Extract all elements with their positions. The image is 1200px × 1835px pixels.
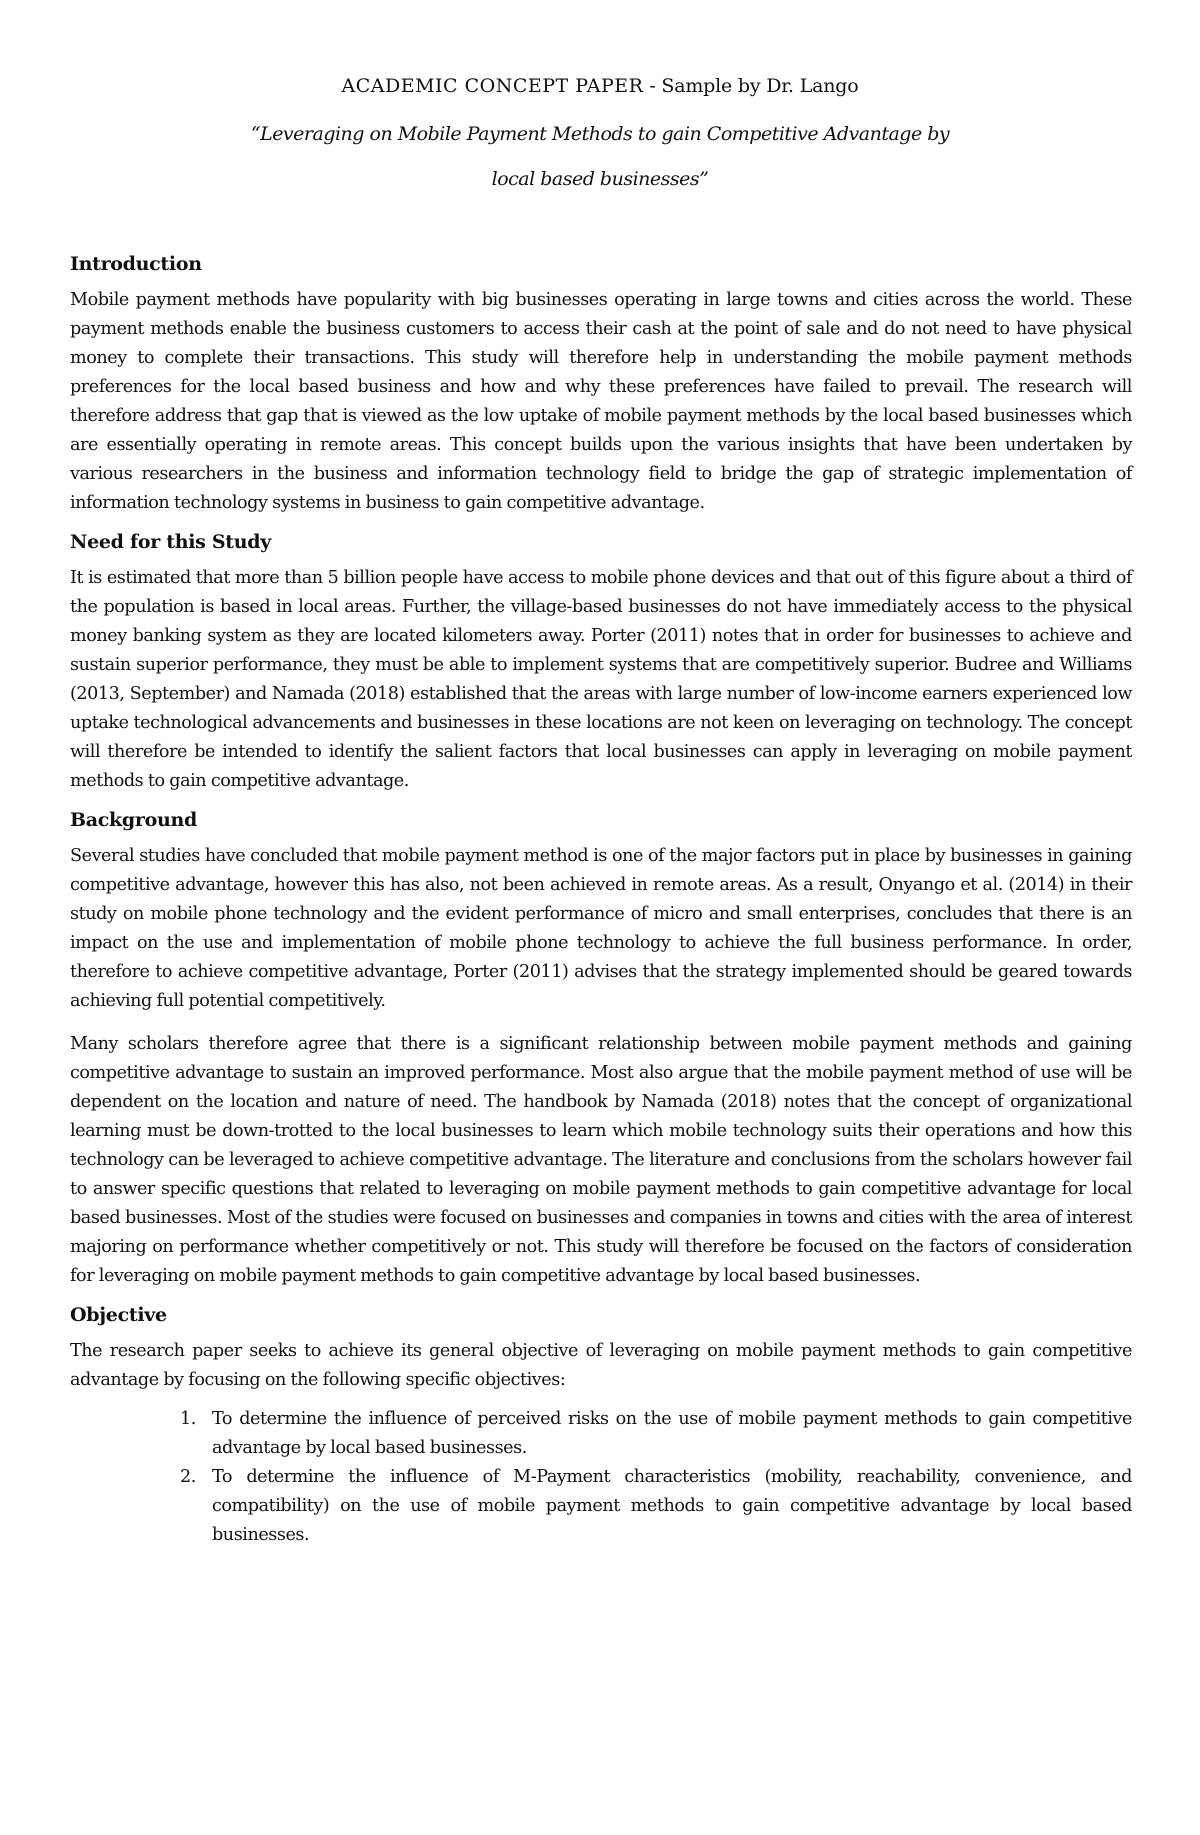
list-item-number: 1.	[180, 1409, 196, 1429]
title-suffix: - Sample by Dr. Lango	[643, 75, 859, 97]
list-item-text: To determine the influence of M-Payment characteristics (mobility, reachability, convenience, and compatibility) on the use of mobile payment methods to gain competitive advantage by local based businesses.	[212, 1467, 1132, 1545]
list-item-number: 2.	[180, 1467, 196, 1487]
document-title	[70, 74, 1130, 98]
list-item	[180, 1405, 1132, 1463]
list-item	[180, 1463, 1132, 1550]
list-item-text: To determine the influence of perceived risks on the use of mobile payment methods to gain competitive advantage by local based businesses.	[212, 1409, 1132, 1458]
paragraph-background-2: Many scholars therefore agree that there is a significant relationship between mobile payment methods and gaining competitive advantage to sustain an improved performance. Most also argue that the mobile payment method of use will be dependent on the location and nature of need. The handbook by Namada (2018) notes that the concept of organizational learning must be down-trotted to the local businesses to learn which mobile technology suits their operations and how this technology can be leveraged to achieve competitive advantage. The literature and conclusions from the scholars however fail to answer specific questions that related to leveraging on mobile payment methods to gain competitive advantage for local based businesses. Most of the studies were focused on businesses and companies in towns and cities with the area of interest majoring on performance whether competitively or not. This study will therefore be focused on the factors of consideration for leveraging on mobile payment methods to gain competitive advantage by local based businesses.	[70, 1034, 1132, 1286]
paragraph-background-1: Several studies have concluded that mobile payment method is one of the major factors put in place by businesses in gaining competitive advantage, however this has also, not been achieved in remote areas. As a result, Onyango et al. (2014) in their study on mobile phone technology and the evident performance of micro and small enterprises, concludes that there is an impact on the use and implementation of mobile phone technology to achieve the full business performance. In order, therefore to achieve competitive advantage, Porter (2011) advises that the strategy implemented should be geared towards achieving full potential competitively.	[70, 846, 1132, 1011]
title-main: ACADEMIC CONCEPT PAPER	[341, 75, 644, 97]
document-subtitle: “Leveraging on Mobile Payment Methods to gain Competitive Advantage by local based businesses”	[250, 123, 950, 190]
paragraph-objective: The research paper seeks to achieve its general objective of leveraging on mobile payment methods to gain competitive advantage by focusing on the following specific objectives:	[70, 1341, 1132, 1390]
heading-need-for-study: Need for this Study	[70, 531, 271, 553]
heading-background: Background	[70, 809, 197, 831]
document-body	[70, 252, 1132, 1550]
paragraph-need-for-study: It is estimated that more than 5 billion people have access to mobile phone devices and that out of this figure about a third of the population is based in local areas. Further, the village-based businesses do not have immediately access to the physical money banking system as they are located kilometers away. Porter (2011) notes that in order for businesses to achieve and sustain superior performance, they must be able to implement systems that are competitively superior. Budree and Williams (2013, September) and Namada (2018) established that the areas with large number of low-income earners experienced low uptake technological advancements and businesses in these locations are not keen on leveraging on technology. The concept will therefore be intended to identify the salient factors that local businesses can apply in leveraging on mobile payment methods to gain competitive advantage.	[70, 568, 1132, 791]
paragraph-introduction: Mobile payment methods have popularity with big businesses operating in large towns and cities across the world. These payment methods enable the business customers to access their cash at the point of sale and do not need to have physical money to complete their transactions. This study will therefore help in understanding the mobile payment methods preferences for the local based business and how and why these preferences have failed to prevail. The research will therefore address that gap that is viewed as the low uptake of mobile payment methods by the local based businesses which are essentially operating in remote areas. This concept builds upon the various insights that have been undertaken by various researchers in the business and information technology field to bridge the gap of strategic implementation of information technology systems in business to gain competitive advantage.	[70, 290, 1132, 513]
heading-objective: Objective	[70, 1304, 167, 1326]
objectives-list	[70, 1405, 1132, 1550]
heading-introduction: Introduction	[70, 253, 202, 275]
